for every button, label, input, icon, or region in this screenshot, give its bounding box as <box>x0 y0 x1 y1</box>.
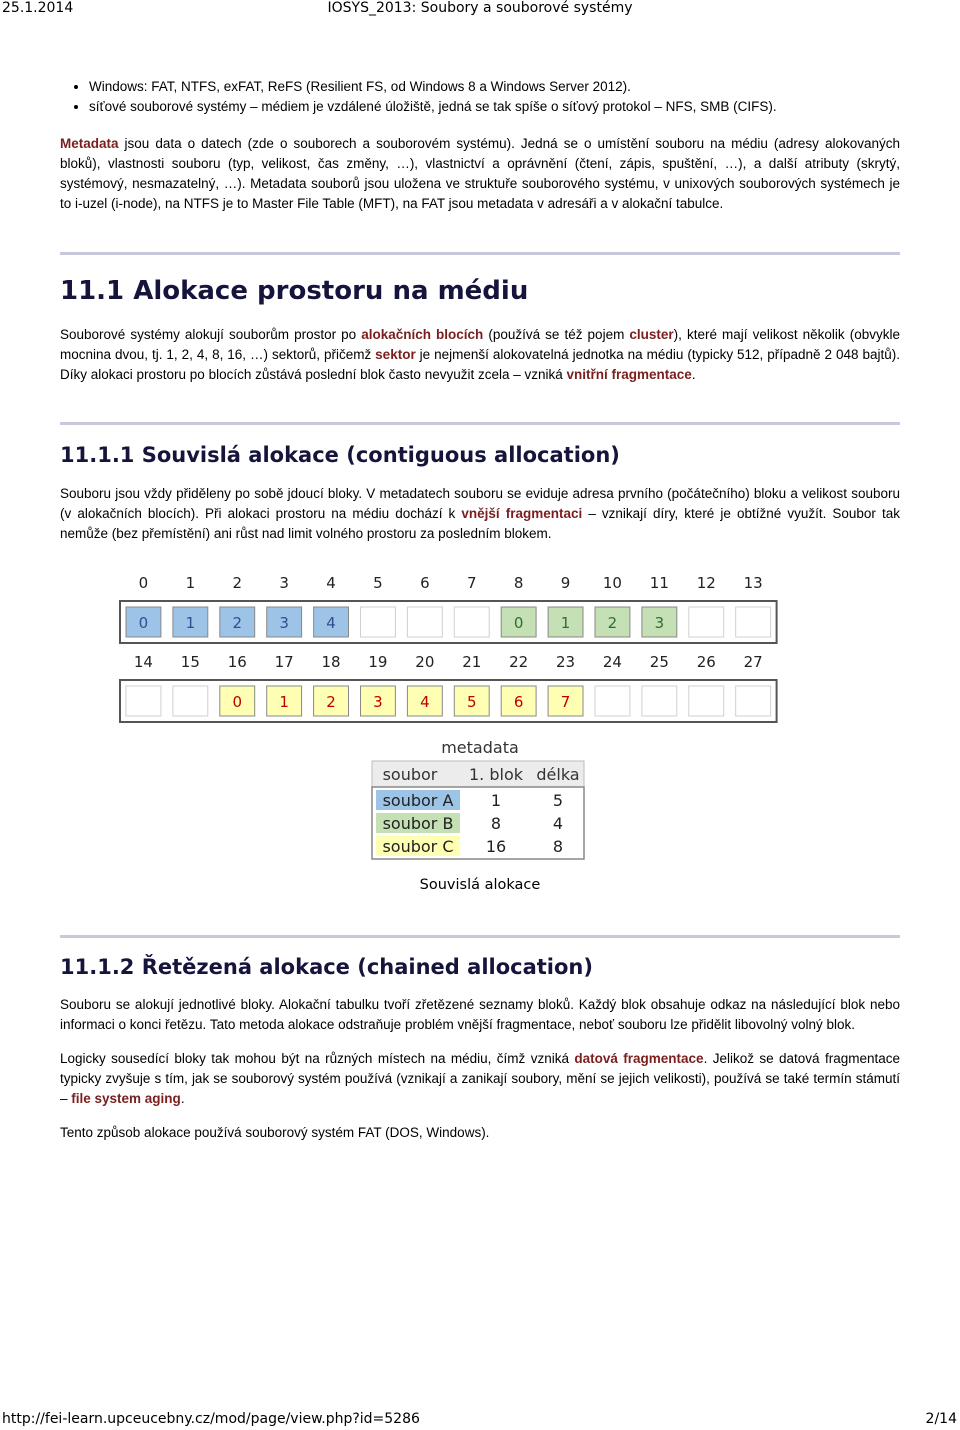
row1-block-label: 3 <box>654 614 665 632</box>
term-sektor: sektor <box>375 347 416 362</box>
row1-block-label: 1 <box>185 614 196 632</box>
term-file-system-aging: file system aging <box>71 1091 181 1106</box>
row1-block-empty <box>736 607 771 637</box>
row1-block-label: 3 <box>279 614 289 632</box>
list-item: • Windows: FAT, NTFS, exFAT, ReFS (Resilient FS, od Windows 8 a Windows Server 2012). <box>89 77 900 97</box>
metadata-length: 8 <box>552 837 564 856</box>
metadata-first-block: 1 <box>490 791 502 810</box>
row2-block-index: 25 <box>649 653 669 671</box>
row2-block-index: 22 <box>509 653 529 671</box>
row2-block-empty <box>126 686 161 716</box>
text-span: Logicky sousedící bloky tak mohou být na různých místech na médiu, čímž vzniká <box>60 1051 575 1066</box>
section-divider <box>60 935 900 938</box>
row1-block-index: 11 <box>649 574 669 592</box>
row1-block-index: 3 <box>279 574 289 592</box>
section-heading-11-1-1: 11.1.1 Souvislá alokace (contiguous allocation) <box>60 443 620 467</box>
metadata-file-name: soubor B <box>382 814 454 833</box>
page-content <box>60 77 900 1143</box>
row2-block-index: 20 <box>415 653 435 671</box>
row1-block-label: 2 <box>607 614 618 632</box>
row1-block-index: 1 <box>185 574 196 592</box>
metadata-file-name: soubor A <box>382 791 454 810</box>
row1-block-label: 2 <box>232 614 243 632</box>
text-span: Souborové systémy alokují souborům prostor po <box>60 327 362 342</box>
row2-block-index: 19 <box>368 653 388 671</box>
print-date: 25.1.2014 <box>2 0 74 16</box>
print-header <box>0 0 960 20</box>
row2-block-index: 14 <box>133 653 153 671</box>
row2-block-index: 18 <box>321 653 341 671</box>
contiguous-allocation-figure <box>60 566 900 893</box>
row1-block-empty <box>454 607 489 637</box>
text-span: ), které mají velikost několik (obvykle mocnina dvou, tj. 1, 2, 4, 8, 16, …) sektorů, přičemž <box>60 327 900 362</box>
row1-block-index: 9 <box>560 574 571 592</box>
row1-block-label: 1 <box>560 614 571 632</box>
row2-block-label: 0 <box>232 693 243 711</box>
allocation-paragraph <box>60 325 900 385</box>
print-title: IOSYS_2013: Soubory a souborové systémy <box>327 0 633 16</box>
metadata-term: Metadata <box>60 136 119 151</box>
text-span: – vznikají díry, které je obtížné využít. Soubor tak nemůže (bez přemístění) ani růst nad limit volného prostoru za posledním blokem. <box>60 506 901 541</box>
chained-paragraph-1: Souboru se alokují jednotlivé bloky. Alokační tabulku tvoří zřetězené seznamy bloků. Každý blok obsahuje odkaz na následující blok nebo informaci o konci řetězu. Tato metoda alokace odstraňuje problém vnější fragmentace, neboť souboru lze přidělit libovolný volný blok. <box>60 997 900 1032</box>
row2-block-label: 5 <box>466 693 477 711</box>
term-vnitrni-fragmentace: vnitřní fragmentace <box>566 367 692 382</box>
term-alokacni-bloky: alokačních blocích <box>361 327 484 342</box>
fs-list <box>60 77 900 117</box>
row1-block-strip <box>120 601 777 643</box>
text-span: . <box>691 367 696 382</box>
row1-block-empty <box>361 607 396 637</box>
row2-block-index: 26 <box>696 653 716 671</box>
chained-paragraph-3: Tento způsob alokace používá souborový systém FAT (DOS, Windows). <box>60 1125 490 1140</box>
metadata-table-header: 1. blok <box>468 765 524 784</box>
row2-block-empty <box>595 686 630 716</box>
metadata-length: 4 <box>552 814 564 833</box>
row2-block-label: 1 <box>279 693 289 711</box>
allocation-diagram <box>60 566 900 866</box>
row2-block-empty <box>173 686 208 716</box>
metadata-paragraph <box>60 134 900 214</box>
metadata-text: jsou data o datech (zde o souborech a souborovém systému). Jedná se o umístění souboru na médiu (adresy alokovaných bloků), vlastnosti souboru (typ, velikost, čas změny, …), vlastnictví a oprávnění (čtení, zápis, spuštění, …), a další atributy (skrytý, systémový, nesmazatelný, …). Metadata souborů jsou uložena ve struktuře souborového systému, v unixových souborových systémech je to i-uzel (i-node), na NTFS je to Master File Table (MFT), na FAT jsou metadata v adresáři a v alokační tabulce. <box>60 136 900 211</box>
row2-block-index: 16 <box>227 653 247 671</box>
row1-block-label: 0 <box>513 614 524 632</box>
contiguous-paragraph <box>60 484 900 544</box>
print-url: http://fei-learn.upceucebny.cz/mod/page/view.php?id=5286 <box>2 1411 420 1427</box>
row2-block-label: 3 <box>373 693 383 711</box>
row2-block-label: 2 <box>326 693 336 711</box>
row2-block-label: 6 <box>513 693 524 711</box>
row2-block-index: 27 <box>743 653 763 671</box>
metadata-table-header: délka <box>536 765 580 784</box>
row2-block-empty <box>642 686 677 716</box>
row2-block-label: 7 <box>560 693 571 711</box>
row2-block-index: 21 <box>462 653 482 671</box>
row2-block-empty <box>689 686 724 716</box>
figure-caption: Souvislá alokace <box>419 877 541 893</box>
row2-block-index: 15 <box>180 653 200 671</box>
row1-block-empty <box>689 607 724 637</box>
row1-block-label: 4 <box>326 614 336 632</box>
list-item: • síťové souborové systémy – médiem je vzdálené úložiště, jedná se tak spíše o síťový protokol – NFS, SMB (CIFS). <box>89 97 900 117</box>
metadata-file-name: soubor C <box>382 837 454 856</box>
row2-block-index: 17 <box>274 653 294 671</box>
metadata-first-block: 16 <box>485 837 507 856</box>
section-divider <box>60 422 900 425</box>
row1-block-index: 2 <box>232 574 243 592</box>
term-datova-fragmentace: datová fragmentace <box>574 1051 704 1066</box>
metadata-table-title: metadata <box>441 738 519 757</box>
term-vnejsi-fragmentace: vnější fragmentaci <box>461 506 583 521</box>
row1-block-index: 0 <box>138 574 149 592</box>
section-heading-11-1: 11.1 Alokace prostoru na médiu <box>60 276 529 306</box>
row1-block-index: 4 <box>326 574 336 592</box>
section-divider <box>60 252 900 255</box>
text-span: Souboru jsou vždy přiděleny po sobě jdoucí bloky. V metadatech souboru se eviduje adresa prvního (počátečního) bloku a velikost souboru (v alokačních blocích). Při alokaci prostoru na médiu dochází k <box>60 486 900 521</box>
metadata-first-block: 8 <box>490 814 502 833</box>
section-heading-11-1-2: 11.1.2 Řetězená alokace (chained allocation) <box>60 955 593 979</box>
term-cluster: cluster <box>629 327 674 342</box>
row1-block-index: 8 <box>513 574 524 592</box>
row2-block-empty <box>736 686 771 716</box>
row2-block-index: 23 <box>556 653 576 671</box>
row1-block-index: 5 <box>373 574 383 592</box>
row1-block-index: 7 <box>466 574 477 592</box>
row2-block-index: 24 <box>602 653 622 671</box>
row1-block-index: 13 <box>743 574 763 592</box>
row2-block-label: 4 <box>420 693 430 711</box>
metadata-length: 5 <box>552 791 564 810</box>
row1-block-empty <box>407 607 442 637</box>
row1-block-index: 6 <box>420 574 430 592</box>
print-page-number: 2/14 <box>925 1411 957 1427</box>
text-span: . Jelikož se datová fragmentace typicky zvyšuje s tím, jak se souborový systém používá (vznikají a zanikají soubory, mění se jejich velikosti), používá se také termín stámutí – <box>60 1051 900 1106</box>
row1-block-index: 12 <box>696 574 716 592</box>
row2-block-strip <box>120 680 777 722</box>
text-span: (používá se též pojem <box>483 327 630 342</box>
chained-paragraph-2 <box>60 1049 900 1109</box>
text-span: . <box>180 1091 185 1106</box>
row1-block-label: 0 <box>138 614 149 632</box>
text-span: je nejmenší alokovatelná jednotka na médiu (typicky 512, případně 2 048 bajtů). Díky alokaci prostoru po blocích zůstává poslední blok často nevyužit zcela – vzniká <box>60 347 900 382</box>
metadata-table-header: soubor <box>382 765 438 784</box>
row1-block-index: 10 <box>602 574 622 592</box>
